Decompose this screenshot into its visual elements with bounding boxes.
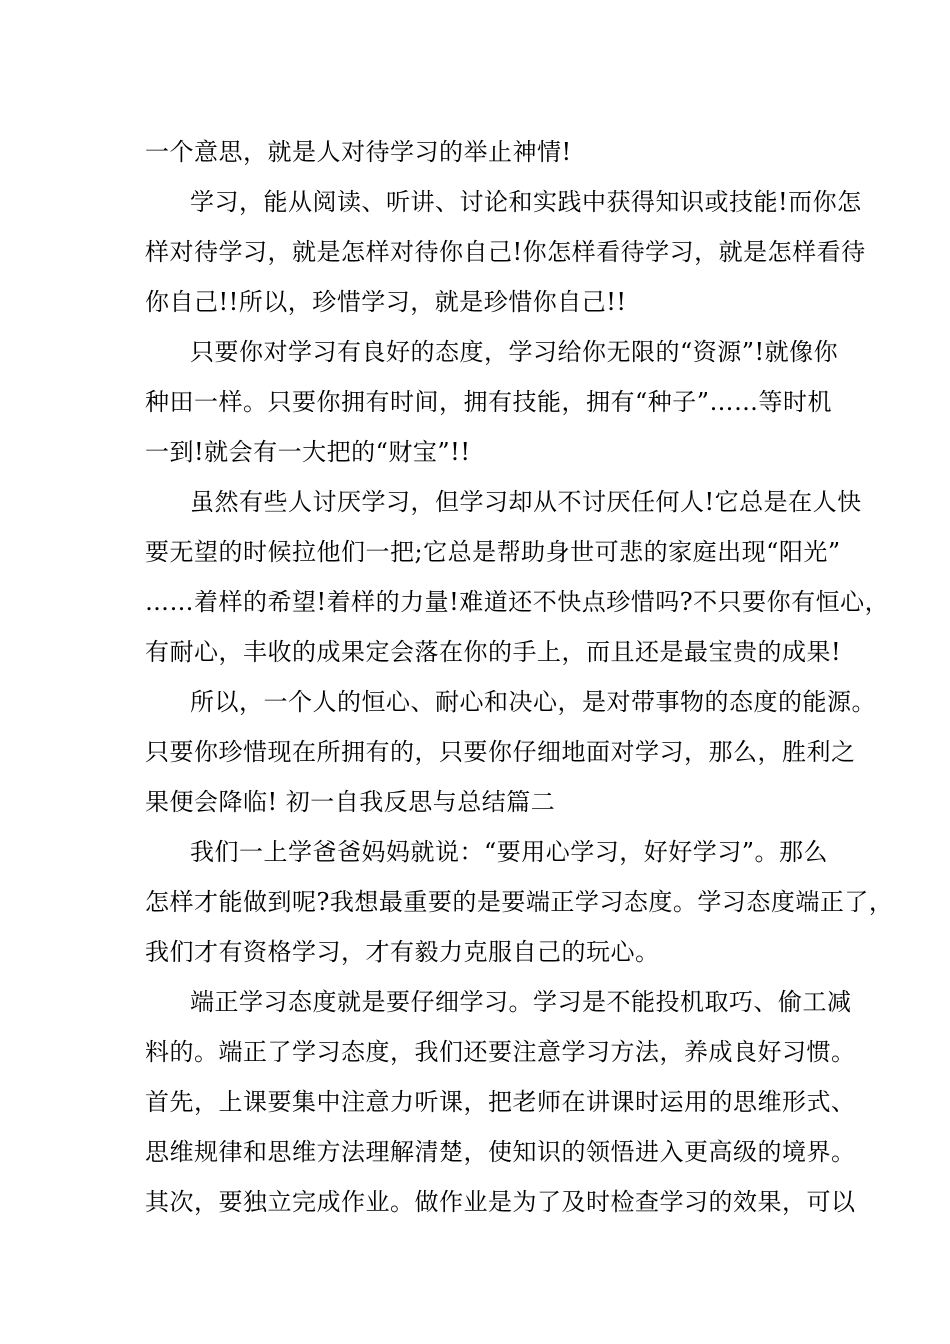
text-line: 一个意思，就是人对待学习的举止神情! [145,138,572,166]
paragraph-first-line: 我们一上学爸爸妈妈就说：“要用心学习，好好学习”。那么 [190,838,829,866]
text-line: 只要你珍惜现在所拥有的，只要你仔细地面对学习，那么，胜利之 [145,738,856,766]
text-line: 有耐心，丰收的成果定会落在你的手上，而且还是最宝贵的成果! [145,638,842,666]
text-line: 思维规律和思维方法理解清楚，使知识的领悟进入更高级的境界。 [145,1138,856,1166]
text-line: 种田一样。只要你拥有时间，拥有技能，拥有“种子”……等时机 [145,388,833,416]
paragraph-first-line: 虽然有些人讨厌学习，但学习却从不讨厌任何人!它总是在人快 [190,488,862,516]
paragraph-first-line: 学习，能从阅读、听讲、讨论和实践中获得知识或技能!而你怎 [190,188,862,216]
text-line: 料的。端正了学习态度，我们还要注意学习方法，养成良好习惯。 [145,1038,856,1066]
text-line: 要无望的时候拉他们一把;它总是帮助身世可悲的家庭出现“阳光” [145,538,841,566]
text-line: 样对待学习，就是怎样对待你自己!你怎样看待学习，就是怎样看待 [145,238,866,266]
paragraph-first-line: 只要你对学习有良好的态度，学习给你无限的“资源”!就像你 [190,338,839,366]
text-line: ……着样的希望!着样的力量!难道还不快点珍惜吗?不只要你有恒心， [145,588,890,616]
text-line: 我们才有资格学习，才有毅力克服自己的玩心。 [145,938,660,966]
text-line: 其次，要独立完成作业。做作业是为了及时检查学习的效果，可以 [145,1188,856,1216]
paragraph-first-line: 端正学习态度就是要仔细学习。学习是不能投机取巧、偷工减 [190,988,852,1016]
text-line: 你自己!!所以，珍惜学习，就是珍惜你自己!! [145,288,627,316]
text-line: 首先，上课要集中注意力听课，把老师在讲课时运用的思维形式、 [145,1088,856,1116]
text-line: 怎样才能做到呢?我想最重要的是要端正学习态度。学习态度端正了， [145,888,894,916]
paragraph-first-line: 所以，一个人的恒心、耐心和决心，是对带事物的态度的能源。 [190,688,876,716]
text-line: 果便会降临! 初一自我反思与总结篇二 [145,788,556,816]
text-line: 一到!就会有一大把的“财宝”!! [145,438,471,466]
